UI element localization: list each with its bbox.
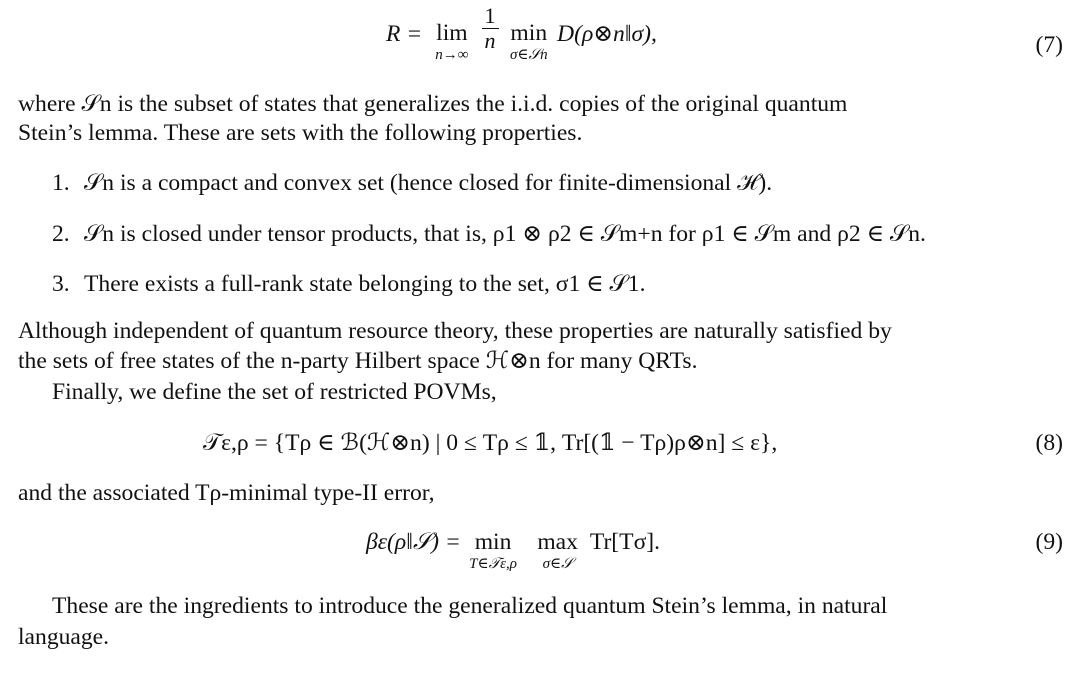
list-item-number: 3. bbox=[52, 271, 70, 297]
eq7-body: D(ρ⊗n‖σ), bbox=[557, 20, 657, 47]
eq9-lhs: βε(ρ‖𝒮) = bbox=[366, 529, 461, 555]
list-item-text: There exists a full-rank state belonging to the set, σ1 ∈ 𝒮1. bbox=[84, 271, 646, 297]
eq7-lhs: R = bbox=[386, 20, 423, 47]
equation-8: 𝒯ε,ρ = {Tρ ∈ ℬ(ℋ⊗n) | 0 ≤ Tρ ≤ 𝟙, Tr[(𝟙 − Tρ)ρ⊗n] ≤ ε}, bbox=[203, 430, 778, 456]
list-item-text: 𝒮n is a compact and convex set (hence closed for finite-dimensional ℋ). bbox=[84, 170, 773, 196]
list-item bbox=[52, 168, 772, 198]
list-item bbox=[52, 269, 645, 299]
eq9-min bbox=[469, 527, 517, 572]
eq7-min-sub: σ∈𝒮n bbox=[509, 47, 548, 63]
eq9-max-op: max bbox=[537, 529, 578, 555]
paragraph-1-line-2: Stein’s lemma. These are sets with the following properties. bbox=[18, 120, 583, 146]
eq9-max-sub: σ∈𝒮 bbox=[542, 556, 573, 572]
paragraph-4-line-1: These are the ingredients to introduce the generalized quantum Stein’s lemma, in natural bbox=[52, 593, 888, 619]
paragraph-2-line-3: Finally, we define the set of restricted POVMs, bbox=[52, 379, 497, 405]
paragraph-1-line-1: where 𝒮n is the subset of states that generalizes the i.i.d. copies of the original quantum bbox=[18, 91, 848, 117]
eq9-min-sub: T∈𝒯ε,ρ bbox=[469, 556, 517, 572]
eq9-max bbox=[537, 527, 578, 572]
list-item-number: 1. bbox=[52, 170, 70, 196]
equation-7-number: (7) bbox=[1035, 32, 1063, 58]
eq9-body: Tr[Tσ]. bbox=[589, 529, 661, 555]
eq7-lim bbox=[435, 18, 469, 63]
eq9-min-op: min bbox=[474, 529, 512, 555]
eq7-frac-den: n bbox=[484, 28, 496, 53]
list-item bbox=[52, 219, 926, 249]
eq7-min-op: min bbox=[510, 20, 548, 46]
equation-9-number: (9) bbox=[1035, 529, 1063, 555]
paragraph-2-line-2: the sets of free states of the n-party Hilbert space ℋ⊗n for many QRTs. bbox=[18, 348, 698, 374]
equation-7 bbox=[386, 3, 657, 63]
eq7-lim-sub: n→∞ bbox=[435, 47, 469, 63]
eq7-frac-num: 1 bbox=[482, 4, 499, 29]
paragraph-2-line-1: Although independent of quantum resource theory, these properties are naturally satisfied by bbox=[18, 318, 892, 344]
eq7-lim-op: lim bbox=[436, 20, 468, 46]
list-item-text: 𝒮n is closed under tensor products, that is, ρ1 ⊗ ρ2 ∈ 𝒮m+n for ρ1 ∈ 𝒮m and ρ2 ∈ 𝒮n. bbox=[84, 221, 926, 247]
equation-9 bbox=[366, 527, 661, 572]
paragraph-3-line-1: and the associated Tρ-minimal type-II error, bbox=[18, 480, 435, 506]
paragraph-4-line-2: language. bbox=[18, 624, 110, 650]
eq7-fraction bbox=[482, 4, 499, 53]
eq7-min bbox=[509, 18, 548, 63]
equation-8-number: (8) bbox=[1035, 430, 1063, 456]
list-item-number: 2. bbox=[52, 221, 70, 247]
